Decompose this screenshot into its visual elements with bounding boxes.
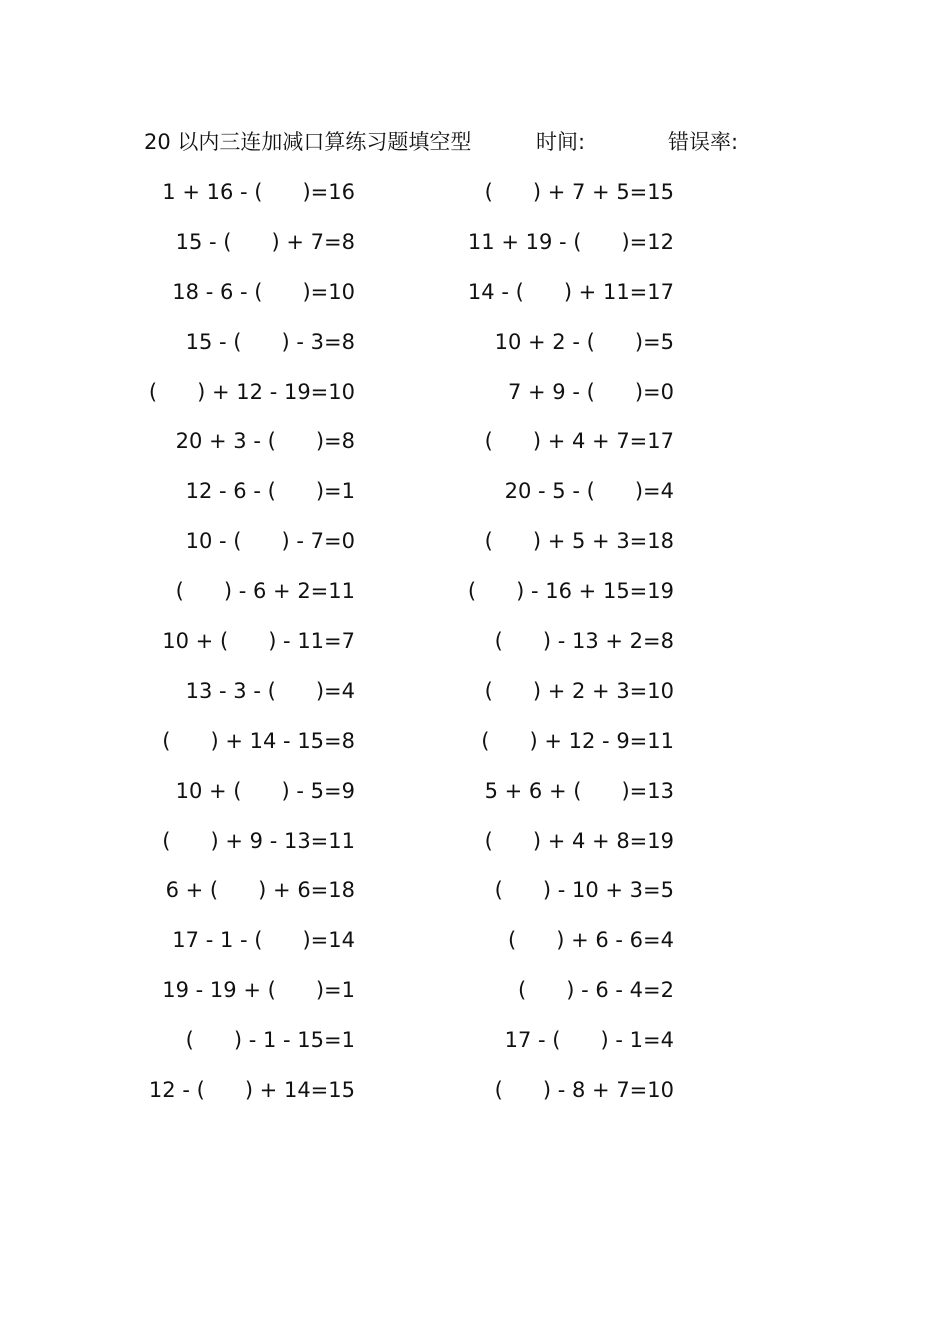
problem-row [0, 870, 950, 920]
problem-right: ( ) - 13 + 2=8 [494, 629, 674, 654]
problem-row [0, 1020, 950, 1070]
problem-row [0, 1070, 950, 1120]
problem-left: 12 - ( ) + 14=15 [148, 1078, 355, 1103]
problem-right: ( ) - 16 + 15=19 [467, 579, 674, 604]
problem-row [0, 721, 950, 771]
problem-left: ( ) + 14 - 15=8 [162, 728, 355, 753]
problem-right: 7 + 9 - ( )=0 [508, 379, 674, 404]
problem-right: ( ) + 6 - 6=4 [508, 928, 674, 953]
problem-row [0, 421, 950, 471]
problem-row [0, 920, 950, 970]
problem-left: 15 - ( ) + 7=8 [175, 229, 355, 254]
problem-left: 10 - ( ) - 7=0 [185, 529, 355, 554]
problem-row [0, 272, 950, 322]
problem-left: 15 - ( ) - 3=8 [185, 329, 355, 354]
problem-left: 1 + 16 - ( )=16 [162, 180, 355, 204]
problem-left: ( ) - 6 + 2=11 [175, 579, 355, 604]
problem-right: 5 + 6 + ( )=13 [484, 778, 674, 803]
problem-right: ( ) + 5 + 3=18 [484, 529, 674, 554]
problem-right: 10 + 2 - ( )=5 [494, 329, 674, 354]
problem-left: 18 - 6 - ( )=10 [172, 279, 355, 304]
problem-right: 20 - 5 - ( )=4 [504, 479, 674, 504]
problem-row [0, 222, 950, 272]
problem-left: 10 + ( ) - 11=7 [162, 629, 355, 654]
problem-left: 13 - 3 - ( )=4 [185, 678, 355, 703]
problem-right: ( ) + 2 + 3=10 [484, 678, 674, 703]
problem-right: 17 - ( ) - 1=4 [504, 1028, 674, 1053]
problem-row [0, 571, 950, 621]
problem-right: 11 + 19 - ( )=12 [467, 229, 674, 254]
problem-left: 19 - 19 + ( )=1 [162, 978, 355, 1003]
problem-right: ( ) - 6 - 4=2 [518, 978, 674, 1003]
problem-right: ( ) - 8 + 7=10 [494, 1078, 674, 1103]
problem-left: ( ) + 12 - 19=10 [148, 379, 355, 404]
problem-left: ( ) + 9 - 13=11 [162, 828, 355, 853]
problem-row [0, 970, 950, 1020]
problem-row [0, 771, 950, 821]
problem-right: ( ) + 7 + 5=15 [484, 180, 674, 204]
problem-left: 17 - 1 - ( )=14 [172, 928, 355, 953]
problem-right: ( ) - 10 + 3=5 [494, 878, 674, 903]
problem-left: 12 - 6 - ( )=1 [185, 479, 355, 504]
problem-row [0, 671, 950, 721]
time-label: 时间: [536, 130, 586, 154]
problem-row [0, 521, 950, 571]
problem-row [0, 322, 950, 372]
problem-row [0, 621, 950, 671]
problem-right: ( ) + 12 - 9=11 [481, 728, 674, 753]
problem-left: ( ) - 1 - 15=1 [185, 1028, 355, 1053]
worksheet-title: 20 以内三连加减口算练习题填空型 [144, 130, 472, 154]
problem-right: ( ) + 4 + 8=19 [484, 828, 674, 853]
problem-right: 14 - ( ) + 11=17 [467, 279, 674, 304]
error-rate-label: 错误率: [668, 130, 739, 154]
problem-row [0, 821, 950, 871]
problem-row [0, 172, 950, 222]
worksheet-header [144, 124, 784, 160]
problem-row [0, 372, 950, 422]
problem-right: ( ) + 4 + 7=17 [484, 429, 674, 454]
problem-list [0, 172, 950, 1120]
problem-row [0, 471, 950, 521]
problem-left: 10 + ( ) - 5=9 [175, 778, 355, 803]
problem-left: 20 + 3 - ( )=8 [175, 429, 355, 454]
problem-left: 6 + ( ) + 6=18 [165, 878, 355, 903]
